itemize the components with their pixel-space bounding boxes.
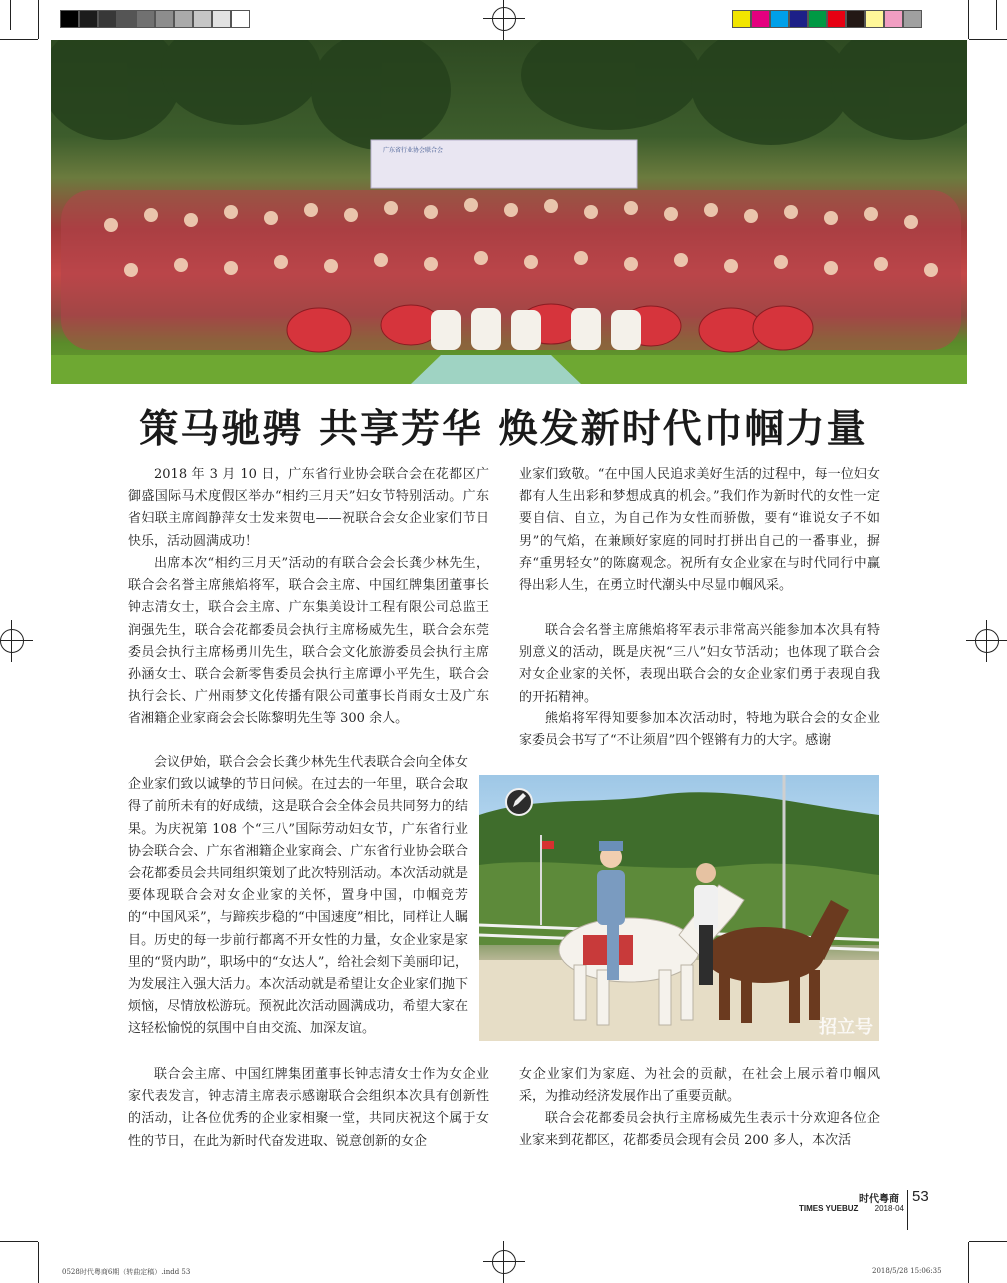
crop-mark	[38, 1242, 39, 1283]
registration-mark-bottom	[492, 1250, 516, 1274]
grayscale-swatch	[98, 10, 117, 28]
crop-mark	[10, 0, 11, 30]
crop-mark	[969, 39, 1007, 40]
color-swatch	[903, 10, 922, 28]
paragraph-2: 出席本次“相约三月天”活动的有联合会会长龚少林先生，联合会名誉主席熊焰将军，联合会主席、中国红牌集团董事长钟志清女士，联合会主席、广东集美设计工程有限公司总监王润强先生，联合会花都委员会执行主席杨威先生，联合会东莞委员会执行主席杨勇川先生，联合会文化旅游委员会执行主席孙涵女士、联合会新零售委员会执行主席谭小平先生，联合会执行会长、广州雨梦文化传播有限公司董事长肖雨女士及广东省湘籍企业家商会会长陈黎明先生等 300 余人。	[128, 556, 489, 727]
color-bar	[732, 10, 922, 28]
photo-watermark: 招立号	[819, 1017, 873, 1038]
paragraph-3: 会议伊始，联合会会长龚少林先生代表联合会向全体女企业家们致以诚挚的节日问候。在过去的一年里，联合会取得了前所未有的好成绩，这是联合会全体会员共同努力的结果。为庆祝第 108 个“三八”国际劳动妇女节，广东省行业协会联合会、广东省湘籍企业家商会、广东省行业协会联合会花都委员会共同组织策划了此次特别活动。本次活动就是要体现联合会对女企业家的关怀，置身中国，巾帼竞芳的“中国风采”，与蹄疾步稳的“中国速度”相比，同样让人瞩目。历史的每一步前行都离不开女性的力量，女企业家是家里的“贤内助”，职场中的“女达人”，给社会刻下美丽印记，为发展注入强大活力。本次活动就是希望让女企业家们抛下烦恼，尽情放松游玩。预祝此次活动圆满成功，希望大家在这轻松愉悦的氛围中自由交流、加深友谊。	[128, 755, 468, 1037]
color-swatch	[846, 10, 865, 28]
crop-mark	[996, 0, 997, 30]
grayscale-swatch	[193, 10, 212, 28]
paragraph-9: 联合会花都委员会执行主席杨威先生表示十分欢迎各位企业家来到花都区，花都委员会现有会员 200 多人，本次活	[519, 1111, 880, 1149]
grayscale-swatch	[174, 10, 193, 28]
paragraph-7: 熊焰将军得知要参加本次活动时，特地为联合会的女企业家委员会书写了“不让须眉”四个铿锵有力的大字。感谢	[519, 711, 880, 749]
print-timestamp: 2018/5/28 15:06:35	[872, 1267, 942, 1275]
crop-mark	[968, 0, 969, 39]
magazine-name-en: TIMES YUEBUZ	[799, 1204, 859, 1213]
registration-mark-top	[492, 7, 516, 31]
paragraph-5-continued: 业家们致敬。“在中国人民追求美好生活的过程中，每一位妇女都有人生出彩和梦想成真的机会。”我们作为新时代的女性一定要自信、自立，为自己作为女性而骄傲，要有“谁说女子不如男”的气焰，在兼顾好家庭的同时打拼出自己的一番事业，摒弃“重男轻女”的陈腐观念。祝所有女企业家在与时代同行中赢得出彩人生，在勇立时代潮头中尽显巾帼风采。	[519, 467, 880, 594]
grayscale-swatch	[231, 10, 250, 28]
horse-riding-illustration	[479, 775, 879, 1041]
grayscale-swatch	[60, 10, 79, 28]
grayscale-swatch	[212, 10, 231, 28]
color-swatch	[884, 10, 903, 28]
registration-mark-right	[975, 629, 999, 653]
color-swatch	[827, 10, 846, 28]
crop-mark	[0, 39, 38, 40]
horse-riding-photo	[479, 775, 879, 1041]
color-swatch	[808, 10, 827, 28]
color-swatch	[789, 10, 808, 28]
group-photo	[51, 40, 967, 384]
grayscale-bar	[60, 10, 250, 28]
grayscale-swatch	[79, 10, 98, 28]
photo-banner-text: 广东省行业协会联合会	[383, 147, 444, 154]
footer-divider	[907, 1190, 908, 1230]
grayscale-swatch	[136, 10, 155, 28]
paragraph-1: 2018 年 3 月 10 日，广东省行业协会联合会在花都区广御盛国际马术度假区举办“相约三月天”妇女节特别活动。广东省妇联主席阎静萍女士发来贺电——祝联合会女企业家们节日快乐，活动圆满成功！	[128, 467, 489, 549]
grayscale-swatch	[155, 10, 174, 28]
article-headline: 策马驰骋 共享芳华 焕发新时代巾帼力量	[139, 406, 868, 452]
crop-mark	[0, 1241, 38, 1242]
file-slug: 0528时代粤商6期（转曲定稿）.indd 53	[62, 1268, 191, 1276]
paragraph-4: 联合会主席、中国红牌集团董事长钟志清女士作为女企业家代表发言，钟志清主席表示感谢联合会组织本次具有创新性的活动，让各位优秀的企业家相聚一堂，共同庆祝这个属于女性的节日，在此为新时代奋发进取、锐意创新的女企	[128, 1067, 489, 1149]
crop-mark	[38, 0, 39, 39]
registration-mark-left	[0, 629, 24, 653]
paragraph-6: 联合会名誉主席熊焰将军表示非常高兴能参加本次具有特别意义的活动，既是庆祝“三八”妇女节活动；也体现了联合会对女企业家的关怀，表现出联合会的女企业家们勇于表现自我的开拓精神。	[519, 623, 880, 705]
color-swatch	[770, 10, 789, 28]
crop-mark	[969, 1241, 1007, 1242]
grayscale-swatch	[117, 10, 136, 28]
issue-date: 2018·04	[874, 1204, 904, 1213]
page-number: 53	[912, 1188, 929, 1205]
group-photo-illustration	[51, 40, 967, 384]
color-swatch	[732, 10, 751, 28]
color-swatch	[751, 10, 770, 28]
crop-mark	[968, 1242, 969, 1283]
paragraph-8-continued: 女企业家们为家庭、为社会的贡献，在社会上展示着巾帼风采，为推动经济发展作出了重要贡献。	[519, 1067, 880, 1105]
magazine-name-cn: 时代粤商	[859, 1194, 899, 1205]
color-swatch	[865, 10, 884, 28]
